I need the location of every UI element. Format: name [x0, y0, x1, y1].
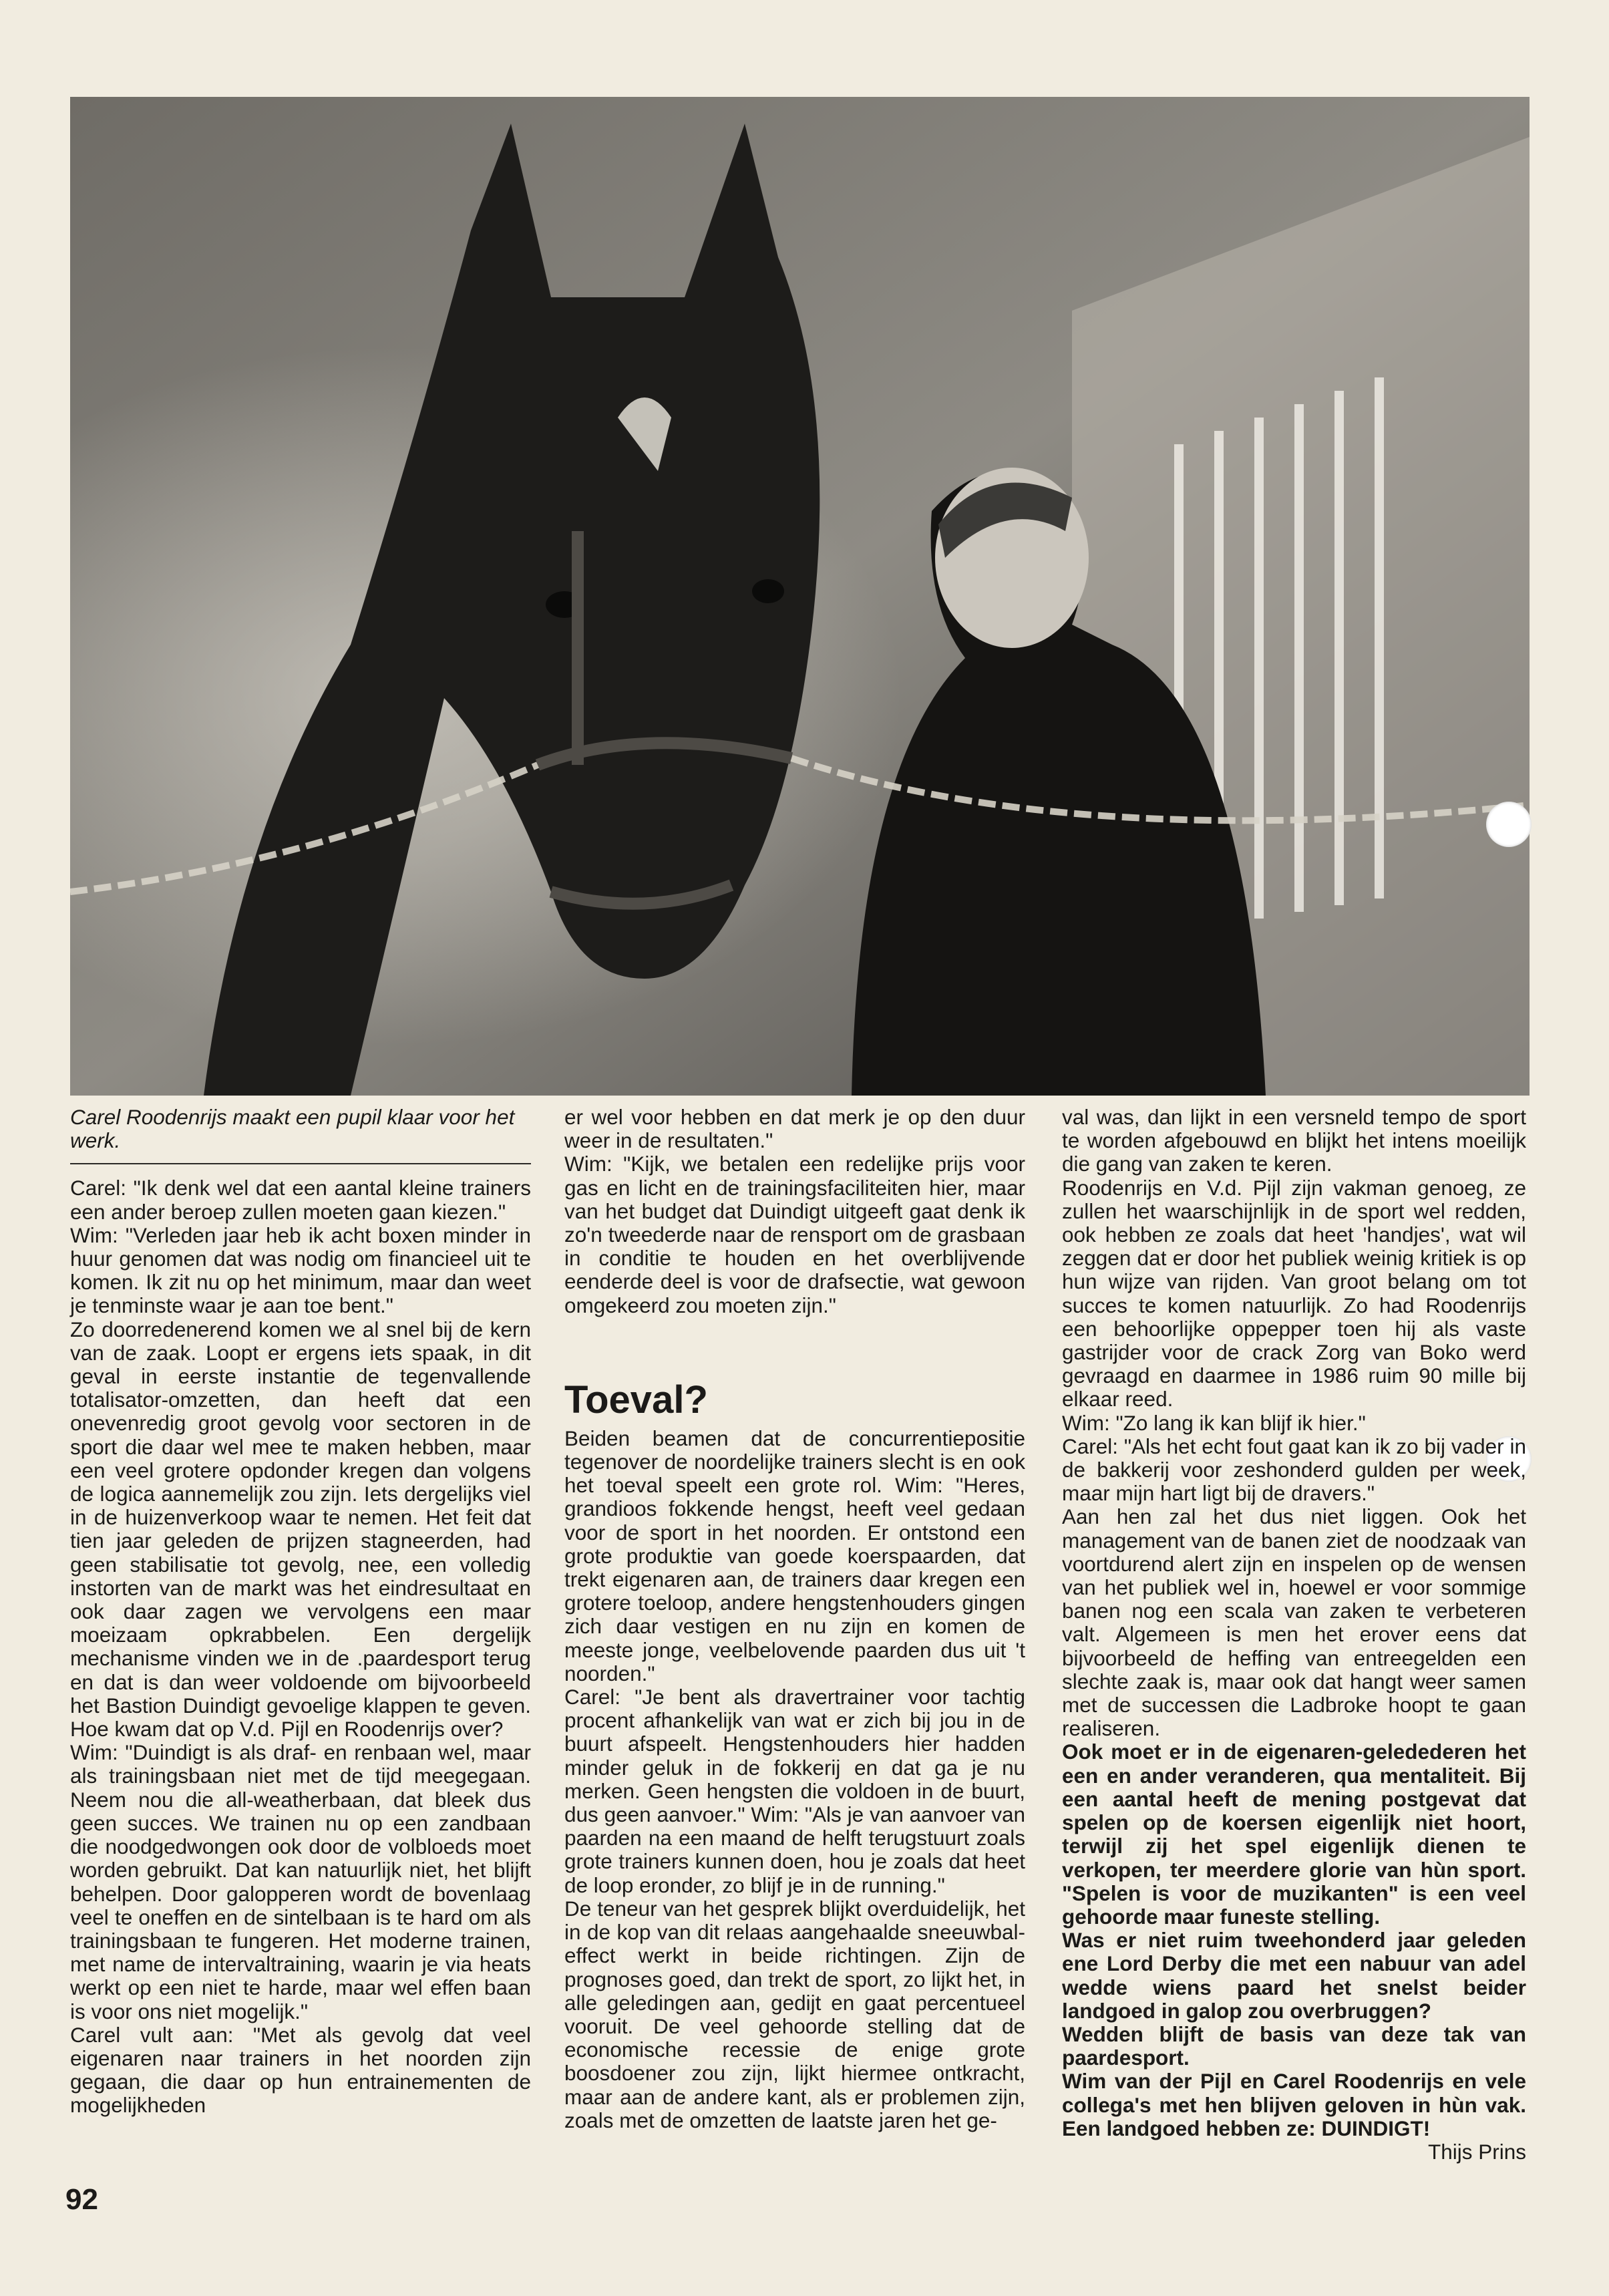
- paragraph: Roodenrijs en V.d. Pijl zijn vakman genoeg, ze zullen het waarschijnlijk in de sport wel redden, ook hebben ze zoals dat heet 'handjes', wat wil zeggen dat er door het publiek weinig kritiek is op hun wijze van rijden. Van groot belang om tot succes te komen natuurlijk. Zo had Roodenrijs een behoorlijke oppepper toen hij als vaste gastrijder voor de crack Zorg van Boko werd gevraagd en daarmee in 1986 ruim 90 mille bij elkaar reed.: [1062, 1175, 1526, 1412]
- text-column-3: [1062, 1106, 1526, 2164]
- photo-caption: Carel Roodenrijs maakt een pupil klaar voor het werk.: [70, 1106, 531, 1164]
- bold-paragraph: Was er niet ruim tweehonderd jaar geleden ene Lord Derby die met een nabuur van adel wedde wiens paard het snelst beider landgoed in galop zou overbruggen?: [1062, 1928, 1526, 2023]
- bold-paragraph: Wedden blijft de basis van deze tak van paardesport.: [1062, 2021, 1526, 2070]
- paragraph: er wel voor hebben en dat merk je op den duur weer in de resultaten.": [564, 1105, 1025, 1153]
- paragraph: Wim: "Zo lang ik kan blijf ik hier.": [1062, 1410, 1366, 1435]
- paragraph: Wim: "Verleden jaar heb ik acht boxen minder in huur genomen dat was nodig om financieel uit te komen. Ik zit nu op het minimum, maar dan weet je tenminste waar je aan toe bent.": [70, 1222, 531, 1318]
- bold-paragraph: Wim van der Pijl en Carel Roodenrijs en vele collega's met hen blijven geloven in hùn vak. Een landgoed hebben ze: DUINDIGT!: [1062, 2069, 1526, 2140]
- bold-paragraph: Ook moet er in de eigenaren-geledederen het een en ander veranderen, qua mentaliteit. Bij een aantal heeft de mening postgevat dat spelen op de koersen eigenlijk niet hoort, terwijl zij het spel eigenlijk dienen te verkopen, ter meerdere glorie van hùn sport. "Spelen is voor de muzikanten" is een veel gehoorde maar funeste stelling.: [1062, 1740, 1526, 1929]
- punch-hole-upper: [1486, 802, 1532, 847]
- section-heading: Toeval?: [564, 1377, 708, 1422]
- author-signature: Thijs Prins: [1427, 2139, 1526, 2164]
- paragraph: Wim: "Kijk, we betalen een redelijke prijs voor gas en licht en de trainingsfaciliteiten hier, maar van het budget dat Duindigt uitgeeft gaat denk ik zo'n tweederde naar de rensport om de grasbaan in conditie te houden en het overblijvende eenderde deel is voor de drafsectie, wat gewoon omgekeerd zou moeten zijn.": [564, 1152, 1025, 1317]
- photo-illustration: [70, 97, 1530, 1096]
- paragraph: Zo doorredenerend komen we al snel bij de kern van de zaak. Loopt er ergens iets spaak, in dit geval in eerste instantie de tegenvallende totalisator-omzetten, dan heeft dat een onevenredig groot gevolg voor sectoren in de sport die daar wel mee te maken hebben, maar een veel grotere opdonder kregen dan volgens de logica aannemelijk zou zijn. Iets dergelijks viel in de huizenverkoop waar te nemen. Het feit dat tien jaar geleden de prijzen stagneerden, had geen stabilisatie tot gevolg, nee, een volledig instorten van de markt was het eindresultaat en ook daar zagen we vervolgens een maar moeizaam opkrabbelen. Een dergelijk mechanisme vinden we in de .paardesport terug en dat is dan weer voldoende om bijvoorbeeld het Bastion Duindigt gevoelige klappen te geven. Hoe kwam dat op V.d. Pijl en Roodenrijs over?: [70, 1317, 531, 1742]
- paragraph: Wim: "Duindigt is als draf- en renbaan wel, maar als trainingsbaan niet met de tijd meegegaan. Neem nou die all-weatherbaan, dat bleek dus geen succes. We trainen nu op een zandbaan die noodgedwongen ook door de volbloeds moet worden gebruikt. Dat kan natuurlijk niet, het blijft behelpen. Door galopperen wordt de bovenlaag veel te oneffen en de sintelbaan is te hard om als trainingsbaan te fungeren. Het moderne trainen, met name de intervaltraining, waarin je via heats werkt op een niet te harde, maar wel effen baan is voor ons niet mogelijk.": [70, 1740, 531, 2023]
- paragraph: Beiden beamen dat de concurrentiepositie tegenover de noordelijke trainers slecht is en ook het toeval speelt een grote rol. Wim: "Heres, grandioos fokkende hengst, heeft veel gedaan voor de sport in het noorden. Er ontstond een grote produktie van goede koerspaarden, dat trekt eigenaren aan, de trainers daar kregen een grotere toeloop, andere hengstenhouders gingen zich daar vestigen en nu zijn en komen de meeste jonge, veelbelovende paarden dus uit 't noorden.": [564, 1426, 1025, 1685]
- paragraph: De teneur van het gesprek blijkt overduidelijk, het in de kop van dit relaas aangehaalde sneeuwbal-effect werkt in beide richtingen. Zijn de prognoses goed, dan trekt de sport, zo lijkt het, in alle geledingen aan, gedijt en gaat percentueel vooruit. De veel gehoorde stelling dat de economische recessie de enige grote boosdoener zou zijn, lijkt hiermee ontkracht, maar aan de andere kant, als er problemen zijn, zoals met de omzetten de laatste jaren het ge-: [564, 1896, 1025, 2132]
- paragraph: Carel vult aan: "Met als gevolg dat veel eigenaren naar trainers in het noorden zijn gegaan, die daar op hun entrainementen de mogelijkheden: [70, 2022, 531, 2118]
- paragraph: Carel: "Ik denk wel dat een aantal kleine trainers een ander beroep zullen moeten gaan kiezen.": [70, 1176, 531, 1224]
- page-number: 92: [65, 2183, 98, 2216]
- paragraph: val was, dan lijkt in een versneld tempo de sport te worden afgebouwd en blijkt het intens moeilijk die gang van zaken te keren.: [1062, 1105, 1526, 1176]
- paragraph: Carel: "Je bent als dravertrainer voor tachtig procent afhankelijk van wat er zich bij jou in de buurt afspeelt. Hengstenhouders hier hadden minder geluk in de fokkerij en dat ga je nu merken. Geen hengsten die voldoen in de buurt, dus geen aanvoer." Wim: "Als je van aanvoer van paarden na een maand de helft terugstuurt zoals grote trainers kunnen doen, hou je zoals dat heet de loop eronder, zo blijf je in de running.": [564, 1685, 1025, 1897]
- paragraph: Aan hen zal het dus niet liggen. Ook het management van de banen ziet de noodzaak van voortdurend alert zijn en inspelen op de wensen van het publiek wel in, hoewel er voor sommige banen nog een scala van zaken te verbeteren valt. Algemeen is men het erover eens dat bijvoorbeeld de heffing van entreegelden een slechte zaak is, maar ook dat hangt weer samen met de successen die Ladbroke hoopt te gaan realiseren.: [1062, 1504, 1526, 1741]
- paragraph: Carel: "Als het echt fout gaat kan ik zo bij vader in de bakkerij voor zeshonderd gulden per week, maar mijn hart ligt bij de dravers.": [1062, 1434, 1526, 1506]
- text-column-2: [564, 1106, 1025, 2132]
- text-column-1: [70, 1106, 531, 2118]
- horse-and-trainer-photo: [70, 97, 1530, 1096]
